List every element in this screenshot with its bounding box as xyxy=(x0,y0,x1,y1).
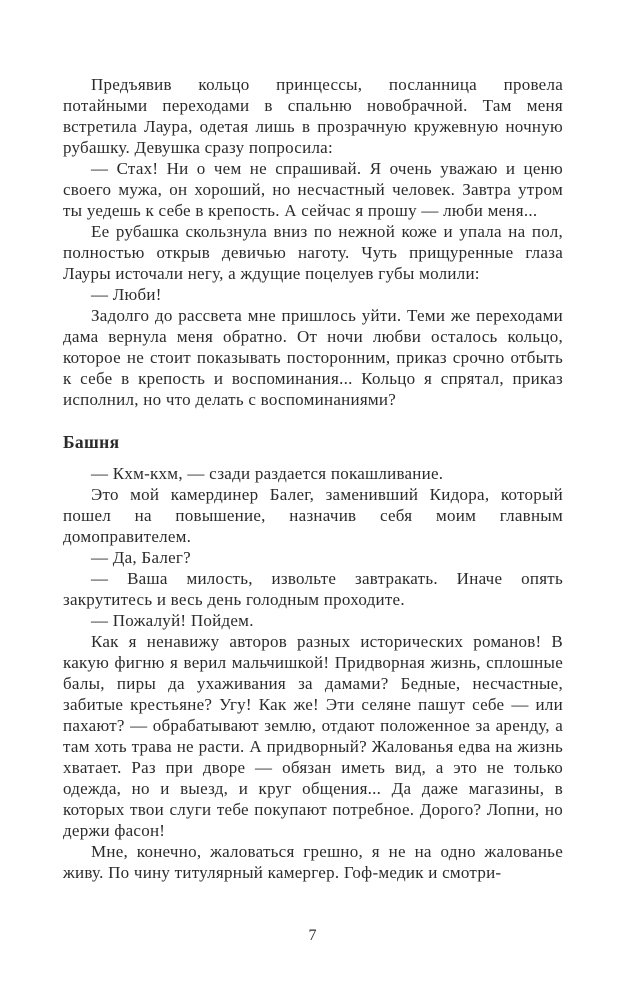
paragraph: Предъявив кольцо принцессы, посланница провела потайными переходами в спальню новобрачной. Там меня встретила Лаура, одетая лишь в прозрачную кружевную ночную рубашку. Девушка сразу попросила: xyxy=(63,75,563,157)
paragraph-dialogue: — Стах! Ни о чем не спрашивай. Я очень уважаю и ценю своего мужа, он хороший, но несчастный человек. Завтра утром ты уедешь к себе в крепость. А сейчас я прошу — люби меня... xyxy=(63,159,563,220)
chapter-heading: Башня xyxy=(63,432,120,452)
paragraph-dialogue: — Ваша милость, извольте завтракать. Иначе опять закрутитесь и весь день голодным проходите. xyxy=(63,569,563,609)
paragraph-dialogue: — Люби! xyxy=(91,285,162,304)
page-number: 7 xyxy=(308,927,317,944)
paragraph: Мне, конечно, жаловаться грешно, я не на одно жалованье живу. По чину титулярный камергер. Гоф-медик и смотри- xyxy=(63,842,563,882)
paragraph: Это мой камердинер Балег, заменивший Кидора, который пошел на повышение, назначив себя моим главным домоправителем. xyxy=(63,485,563,546)
paragraph-dialogue: — Пожалуй! Пойдем. xyxy=(91,611,254,630)
paragraph: Ее рубашка скользнула вниз по нежной коже и упала на пол, полностью открыв девичью наготу. Чуть прищуренные глаза Лауры источали негу, а ждущие поцелуев губы молили: xyxy=(63,222,563,283)
paragraph: Задолго до рассвета мне пришлось уйти. Теми же переходами дама вернула меня обратно. От ночи любви осталось кольцо, которое не стоит показывать посторонним, приказ срочно отбыть к себе в крепость и воспоминания... Кольцо я спрятал, приказ исполнил, но что делать с воспоминаниями? xyxy=(63,306,563,409)
paragraph-dialogue: — Кхм-кхм, — сзади раздается покашливание. xyxy=(91,464,444,483)
page-text xyxy=(63,74,563,883)
paragraph: Как я ненавижу авторов разных исторических романов! В какую фигню я верил мальчишкой! Придворная жизнь, сплошные балы, пиры да ухаживания за дамами? Бедные, несчастные, забитые крестьяне? Угу! Как же! Эти селяне пашут себе — или пахают? — обрабатывают землю, отдают положенное за аренду, а там хоть трава не расти. А придворный? Жалованья едва на жизнь хватает. Раз при дворе — обязан иметь вид, а это не только одежда, но и выезд, и круг общения... Да даже магазины, в которых твои слуги тебе покупают потребное. Дорого? Лопни, но держи фасон! xyxy=(63,632,563,840)
paragraph-dialogue: — Да, Балег? xyxy=(91,548,191,567)
